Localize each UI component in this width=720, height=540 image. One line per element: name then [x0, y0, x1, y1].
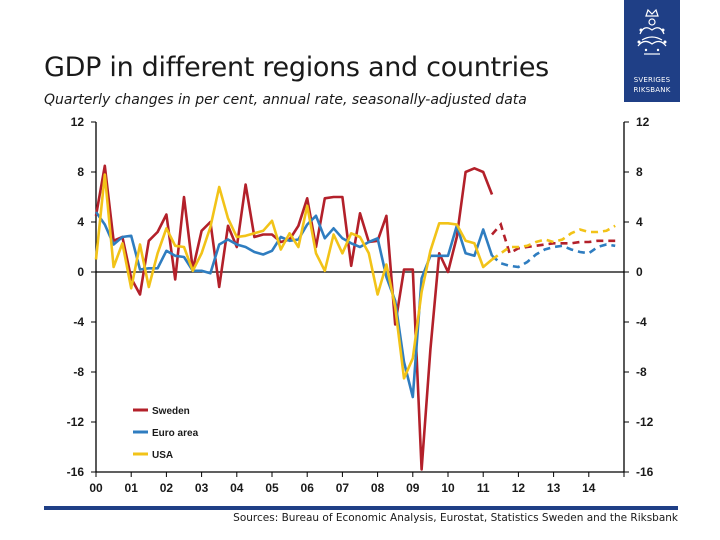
footer-bar — [44, 506, 678, 510]
y-tick-label-right: 4 — [636, 215, 643, 229]
y-tick-label-left: -8 — [73, 365, 84, 379]
x-tick-label: 01 — [124, 481, 138, 495]
x-tick-label: 02 — [159, 481, 174, 495]
x-tick-label: 05 — [265, 481, 279, 495]
logo-text-line1: SVERIGES — [633, 76, 671, 84]
y-tick-label-right: -4 — [636, 315, 647, 329]
x-tick-label: 10 — [441, 481, 455, 495]
legend-label-sweden: Sweden — [152, 406, 190, 417]
y-tick-label-right: -8 — [636, 365, 647, 379]
y-tick-label-left: 0 — [77, 265, 84, 279]
legend — [133, 406, 199, 461]
series-line-sweden — [96, 166, 492, 470]
legend-label-euro-area: Euro area — [152, 428, 199, 439]
page-subtitle: Quarterly changes in per cent, annual rate, seasonally-adjusted data — [44, 92, 527, 108]
y-tick-label-left: 8 — [77, 165, 84, 179]
series-line-usa — [96, 175, 492, 379]
y-ticks-right — [624, 115, 654, 479]
x-tick-label: 11 — [476, 481, 490, 495]
y-tick-label-right: 0 — [636, 265, 643, 279]
y-tick-label-right: 12 — [636, 115, 650, 129]
series-forecast-euro-area — [492, 245, 615, 268]
y-tick-label-left: 12 — [70, 115, 84, 129]
y-ticks-left — [67, 115, 96, 479]
x-ticks — [89, 472, 624, 495]
x-tick-label: 00 — [89, 481, 103, 495]
chart-axes — [96, 122, 624, 472]
x-tick-label: 12 — [511, 481, 526, 495]
logo-text-line2: RIKSBANK — [633, 86, 671, 94]
series-forecast-sweden — [492, 225, 615, 254]
x-tick-label: 13 — [546, 481, 561, 495]
y-tick-label-right: -12 — [636, 415, 654, 429]
y-tick-label-right: -16 — [636, 465, 654, 479]
y-tick-label-left: -4 — [73, 315, 84, 329]
legend-label-usa: USA — [152, 450, 174, 461]
y-tick-label-left: -12 — [66, 415, 84, 429]
y-tick-label-right: 8 — [636, 165, 643, 179]
y-tick-label-left: -16 — [66, 465, 84, 479]
x-tick-label: 08 — [370, 481, 385, 495]
series-lines — [96, 166, 615, 470]
x-tick-label: 06 — [300, 481, 314, 495]
x-tick-label: 03 — [194, 481, 209, 495]
source-note: Sources: Bureau of Economic Analysis, Eurostat, Statistics Sweden and the Riksbank — [233, 512, 678, 524]
x-tick-label: 07 — [335, 481, 350, 495]
y-tick-label-left: 4 — [77, 215, 84, 229]
page-title: GDP in different regions and countries — [44, 52, 549, 83]
x-tick-label: 14 — [582, 481, 596, 495]
x-tick-label: 09 — [406, 481, 420, 495]
x-tick-label: 04 — [230, 481, 244, 495]
